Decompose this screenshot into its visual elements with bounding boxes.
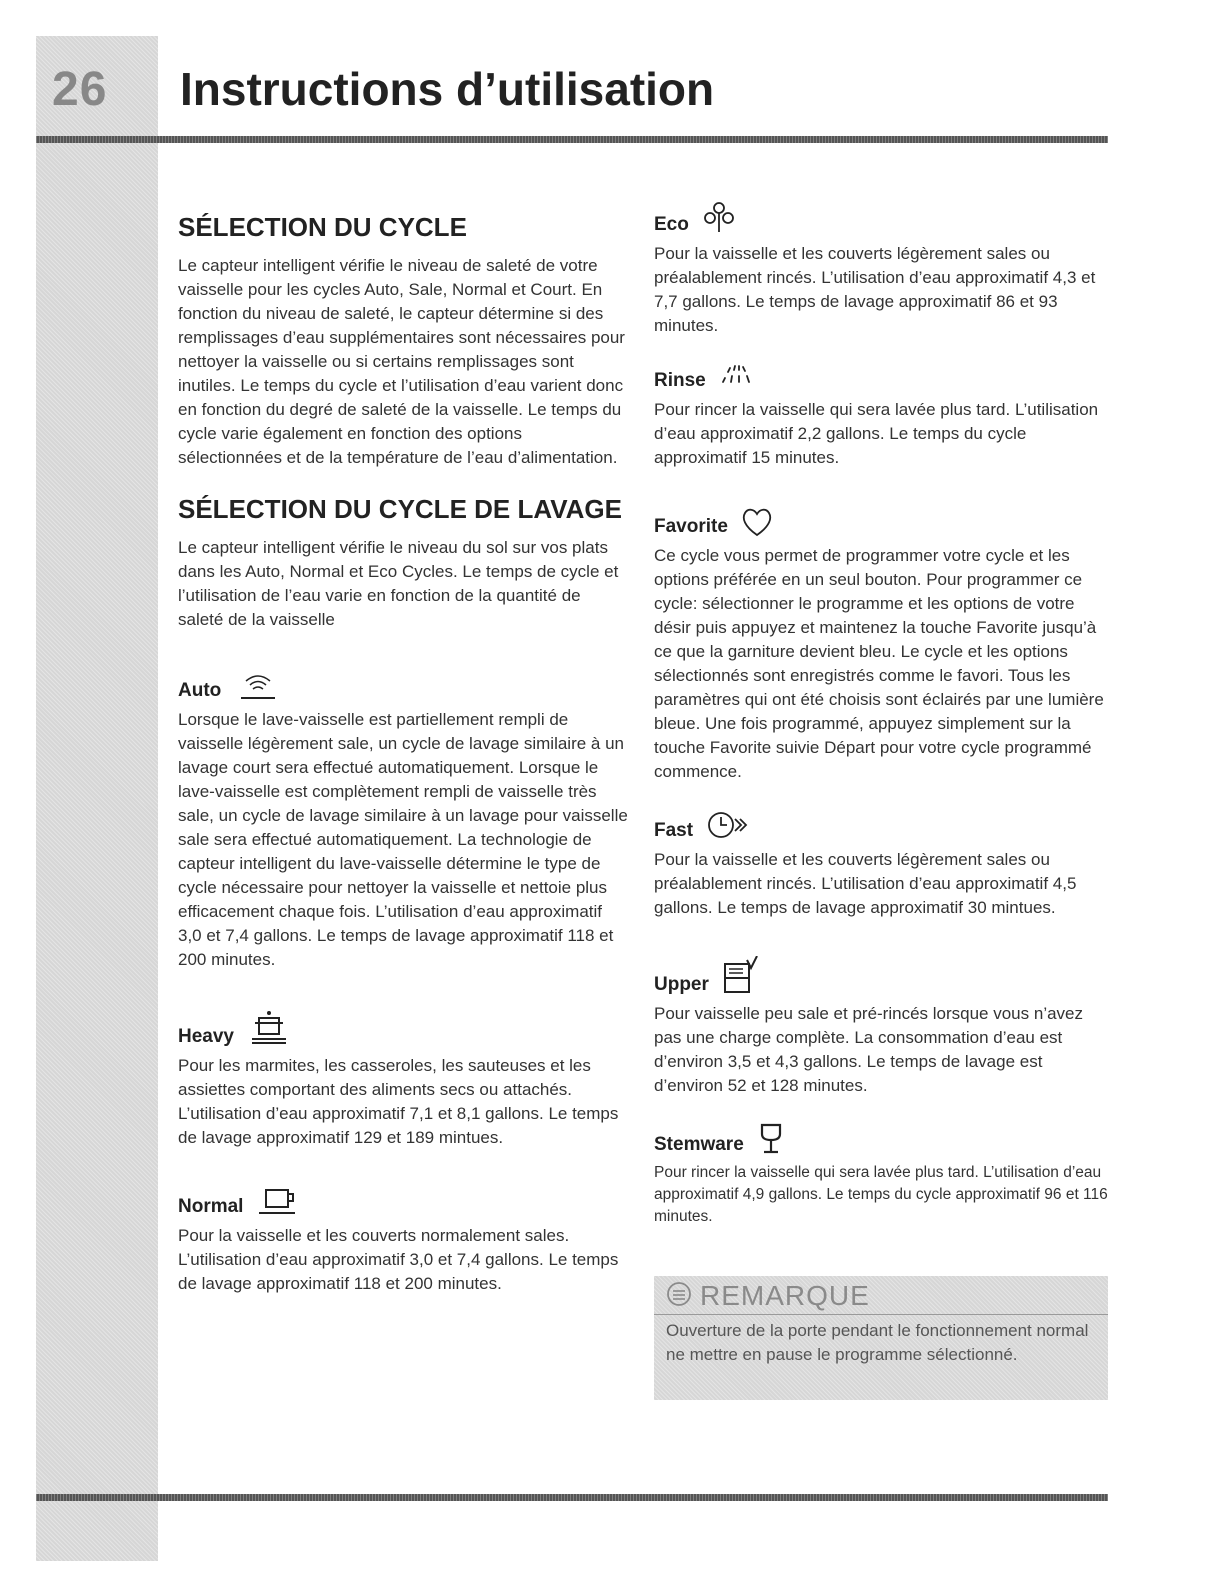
note-header: [654, 1276, 1108, 1312]
page-title: Instructions d’utilisation: [180, 63, 715, 115]
cycle-label-favorite: Favorite: [654, 516, 728, 537]
cycle-stemware: [654, 1122, 1109, 1156]
section-text-wash-cycle: Le capteur intelligent vérifie le niveau du sol sur vos plats dans les Auto, Normal et Eco Cycles. Le temps de cycle et l’utilisation de l’eau varie en fonction de la quantité de saleté de la vaisselle: [178, 538, 619, 629]
left-column: [178, 212, 630, 1296]
cycle-label-rinse: Rinse: [654, 370, 706, 391]
note-box: [654, 1276, 1108, 1400]
leaf-icon: [701, 200, 737, 236]
cycle-text-stemware: Pour rincer la vaisselle qui sera lavée plus tard. L’utilisation d’eau approximatif 4,9 gallons. Le temps du cycle approximatif 96 et 116 minutes.: [654, 1164, 1108, 1225]
spray-icon: [718, 362, 754, 392]
cycle-label-upper: Upper: [654, 974, 709, 995]
cycle-favorite: [654, 506, 1109, 538]
cycle-label-auto: Auto: [178, 680, 222, 701]
cycle-eco: [654, 200, 1109, 236]
cycle-text-rinse: Pour rincer la vaisselle qui sera lavée plus tard. L’utilisation d’eau approximatif 2,2 gallons. Le temps du cycle approximatif 15 minutes.: [654, 400, 1099, 467]
cycle-text-normal: Pour la vaisselle et les couverts normalement sales. L’utilisation d’eau approximatif 3,0 et 7,4 gallons. Le temps de lavage approximatif 118 et 200 minutes.: [178, 1226, 619, 1293]
section-text-cycle: Le capteur intelligent vérifie le niveau de saleté de votre vaisselle pour les cycles Auto, Sale, Normal et Court. En fonction du niveau de saleté, le capteur détermine si des remplissages d’eau supplémentaires sont nécessaires pour nettoyer la vaisselle ou si certains remplissages sont inutiles. Le temps du cycle et l’utilisation d’eau varient donc en fonction du degré de saleté de la vaisselle. Le temps du cycle varie également en fonction des options sélectionnées et de la température de l’eau d’alimentation.: [178, 256, 625, 467]
cycle-label-heavy: Heavy: [178, 1026, 234, 1047]
cycle-text-eco: Pour la vaisselle et les couverts légèrement sales ou préalablement rincés. L’utilisation d’eau approximatif 4,3 et 7,7 gallons. Le temps de lavage approximatif 86 et 93 minutes.: [654, 244, 1096, 335]
cycle-text-heavy: Pour les marmites, les casseroles, les sauteuses et les assiettes comportant des aliments secs ou attachés. L’utilisation d’eau approximatif 7,1 et 8,1 gallons. Le temps de lavage approximatif 129 et 189 mintues.: [178, 1056, 619, 1147]
top-rule: [36, 136, 1108, 143]
upper-rack-icon: [721, 956, 761, 996]
cycle-text-auto: Lorsque le lave-vaisselle est partiellement rempli de vaisselle légèrement sale, un cycle de lavage similaire à un lavage court sera effectué automatiquement. Lorsque le lave-vaisselle est complètement rempli de vaisselle très sale, un cycle de lavage similaire à un lavage pour vaisselle sale sera effectué automatiquement. La technologie de capteur intelligent du lave-vaisselle détermine le type de cycle nécessaire pour nettoyer la vaisselle et nettoie plus efficacement chaque fois. L’utilisation d’eau approximatif 3,0 et 7,4 gallons. Le temps de lavage approximatif 118 et 200 minutes.: [178, 710, 628, 969]
cycle-label-stemware: Stemware: [654, 1134, 744, 1155]
heart-icon: [740, 506, 774, 538]
cycle-text-fast: Pour la vaisselle et les couverts légèrement sales ou préalablement rincés. L’utilisation d’eau approximatif 4,5 gallons. Le temps de lavage approximatif 30 mintues.: [654, 850, 1077, 917]
clock-fast-icon: [705, 808, 751, 842]
wine-glass-icon: [756, 1122, 786, 1156]
sidebar-band: [36, 36, 158, 1561]
cycle-label-eco: Eco: [654, 214, 689, 235]
cycle-upper: [654, 956, 1109, 996]
page-number: 26: [52, 63, 108, 116]
section-title-wash-cycle: SÉLECTION DU CYCLE DE LAVAGE: [178, 494, 622, 524]
pot-icon: [246, 1008, 292, 1048]
note-text: Ouverture de la porte pendant le fonctionnement normal ne mettre en pause le programme sélectionné.: [666, 1321, 1089, 1364]
cup-icon: [255, 1186, 301, 1218]
section-title-cycle: SÉLECTION DU CYCLE: [178, 212, 467, 242]
note-divider: [654, 1314, 1108, 1315]
cycle-rinse: [654, 362, 1109, 392]
cycle-label-fast: Fast: [654, 820, 694, 841]
cycle-text-upper: Pour vaisselle peu sale et pré-rincés lorsque vous n’avez pas une charge complète. La consommation d’eau est d’environ 3,5 et 4,3 gallons. Le temps de lavage est d’environ 52 et 128 minutes.: [654, 1004, 1084, 1095]
note-title: REMARQUE: [700, 1280, 870, 1311]
cycle-normal: [178, 1186, 630, 1218]
cycle-text-favorite: Ce cycle vous permet de programmer votre cycle et les options préférée en un seul bouton. Pour programmer ce cycle: sélectionner le programme et les options de votre désir puis appuyez et maintenez la touche Favorite jusqu’à ce que la garniture devient bleu. Le cycle et les options sélectionnés sont enregistrés comme le favori. Tous les paramètres qui ont été choisis sont éclairés par une lumière bleue. Une fois programmé, appuyez simplement sur la touche Favorite suivie Départ pour votre cycle programmé commence.: [654, 546, 1104, 781]
cycle-auto: [178, 668, 630, 702]
bottom-rule: [36, 1494, 1108, 1501]
note-icon: [666, 1281, 692, 1312]
cycle-label-normal: Normal: [178, 1196, 244, 1217]
cycle-heavy: [178, 1008, 630, 1048]
right-column: [654, 200, 1109, 1228]
cycle-fast: [654, 808, 1109, 842]
auto-icon: [233, 668, 283, 702]
